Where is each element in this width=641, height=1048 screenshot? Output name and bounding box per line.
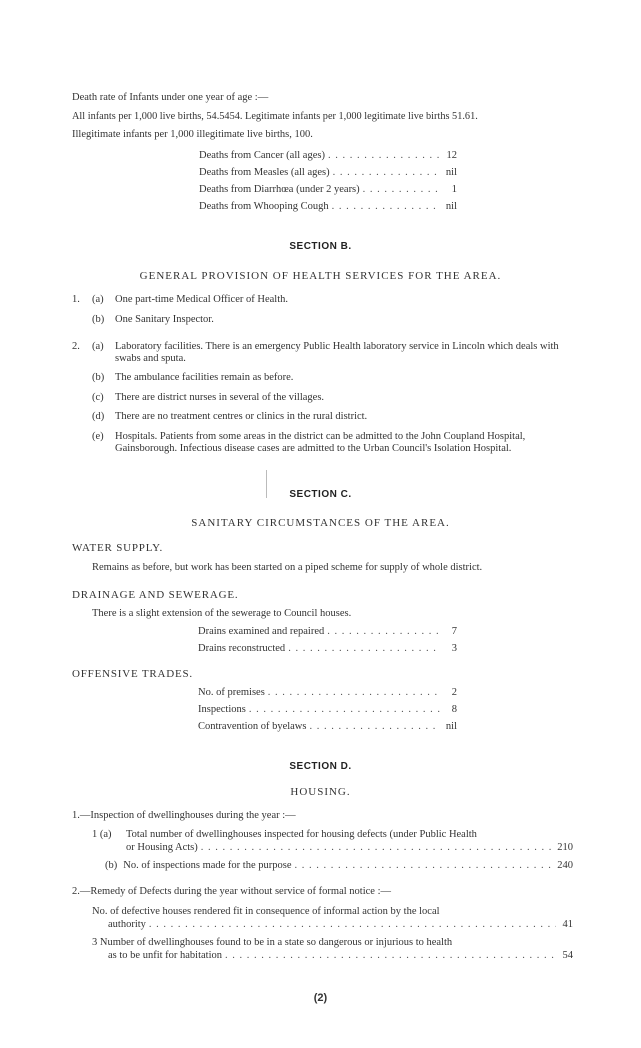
stat-row <box>198 704 457 716</box>
stat-value: 240 <box>557 860 573 871</box>
stat-label: No. of premises <box>198 687 265 698</box>
stat-row <box>108 950 573 962</box>
drainage-text: There is a slight extension of the sewerage to Council houses. <box>92 608 352 619</box>
stat-label: Deaths from Cancer (all ages) <box>199 150 325 161</box>
item-text: There are district nurses in several of the villages. <box>115 392 325 403</box>
stat-value: 7 <box>451 626 457 637</box>
death-rate-intro: Death rate of Infants under one year of age :— <box>72 92 269 103</box>
stat-value: 1 <box>451 184 457 195</box>
item-marker: (a) <box>92 294 104 305</box>
water-supply-heading: WATER SUPPLY. <box>72 542 164 554</box>
item-text: There are no treatment centres or clinics in the rural district. <box>115 411 368 422</box>
item-marker: (b) <box>92 314 105 325</box>
stat-label: Drains examined and repaired <box>198 626 325 637</box>
item-marker: (e) <box>92 431 104 442</box>
stat-row <box>198 626 457 638</box>
drainage-heading: DRAINAGE AND SEWERAGE. <box>72 589 239 601</box>
stat-label: No. of inspections made for the purpose <box>123 860 292 871</box>
stat-label: or Housing Acts) <box>126 842 198 853</box>
death-rate-line-1: All infants per 1,000 live births, 54.5454. Legitimate infants per 1,000 legitimate live births 51.61. <box>72 111 478 122</box>
offensive-trades-heading: OFFENSIVE TRADES. <box>72 668 193 680</box>
stat-value: 2 <box>451 687 457 698</box>
stat-row <box>199 184 457 196</box>
stat-value: 3 <box>451 643 457 654</box>
item-text: One Sanitary Inspector. <box>115 314 214 325</box>
stat-row <box>105 860 573 872</box>
housing-q2-intro: 2.—Remedy of Defects during the year without service of formal notice :— <box>72 886 391 897</box>
item-text: The ambulance facilities remain as before. <box>115 372 294 383</box>
stat-label: Deaths from Measles (all ages) <box>199 167 330 178</box>
stat-value: nil <box>445 201 457 212</box>
housing-q2-text: No. of defective houses rendered fit in consequence of informal action by the local <box>92 906 440 917</box>
stat-row <box>198 687 457 699</box>
section-d-title: HOUSING. <box>290 786 351 798</box>
item-marker: (d) <box>92 411 105 422</box>
stat-label: Contravention of byelaws <box>198 721 307 732</box>
stat-row <box>199 167 457 179</box>
section-c-heading: SECTION C. <box>289 489 352 500</box>
item-text: Laboratory facilities. There is an emergency Public Health laboratory service in Lincoln which deals with swabs and sputa. <box>115 341 559 364</box>
stat-row <box>198 721 457 733</box>
section-d-heading: SECTION D. <box>289 761 352 772</box>
item-text: Hospitals. Patients from some areas in the district can be admitted to the John Coupland Hospital, Gainsborough. Infectious disease cases are admitted to the Urban Council's Isolation Hospital. <box>115 431 526 454</box>
item-marker: (a) <box>92 341 104 352</box>
section-b-heading: SECTION B. <box>289 241 352 252</box>
stat-row <box>199 150 457 162</box>
stat-value: 41 <box>562 919 573 930</box>
stat-value: nil <box>445 167 457 178</box>
stat-row <box>199 201 457 213</box>
page-number: (2) <box>313 992 328 1004</box>
housing-q1a-text: Total number of dwellinghouses inspected for housing defects (under Public Health <box>126 829 477 840</box>
housing-q3-text: 3 Number of dwellinghouses found to be in a state so dangerous or injurious to health <box>92 937 453 948</box>
stat-value: 210 <box>557 842 573 853</box>
item-marker: (b) <box>105 860 118 871</box>
stat-label: Drains reconstructed <box>198 643 286 654</box>
stat-label: Inspections <box>198 704 246 715</box>
item-text: One part-time Medical Officer of Health. <box>115 294 288 305</box>
stat-value: 8 <box>451 704 457 715</box>
stat-label: authority <box>108 919 146 930</box>
stat-value: 12 <box>446 150 457 161</box>
stat-row <box>108 919 573 931</box>
water-supply-text: Remains as before, but work has been started on a piped scheme for supply of whole district. <box>92 562 483 573</box>
item-number: 2. <box>72 341 80 352</box>
stat-value: nil <box>445 721 457 732</box>
section-c-title: SANITARY CIRCUMSTANCES OF THE AREA. <box>191 517 450 529</box>
stat-label: Deaths from Diarrhœa (under 2 years) <box>199 184 360 195</box>
stat-label: Deaths from Whooping Cough <box>199 201 329 212</box>
item-marker: 1 (a) <box>92 829 112 840</box>
item-marker: (b) <box>92 372 105 383</box>
death-rate-line-2: Illegitimate infants per 1,000 illegitimate live births, 100. <box>72 129 313 140</box>
item-number: 1. <box>72 294 80 305</box>
stat-label: as to be unfit for habitation <box>108 950 223 961</box>
stat-value: 54 <box>562 950 573 961</box>
stat-row <box>198 643 457 655</box>
section-b-title: GENERAL PROVISION OF HEALTH SERVICES FOR THE AREA. <box>139 270 502 282</box>
item-marker: (c) <box>92 392 104 403</box>
housing-q1-intro: 1.—Inspection of dwellinghouses during the year :— <box>72 810 296 821</box>
stat-row <box>126 842 573 854</box>
